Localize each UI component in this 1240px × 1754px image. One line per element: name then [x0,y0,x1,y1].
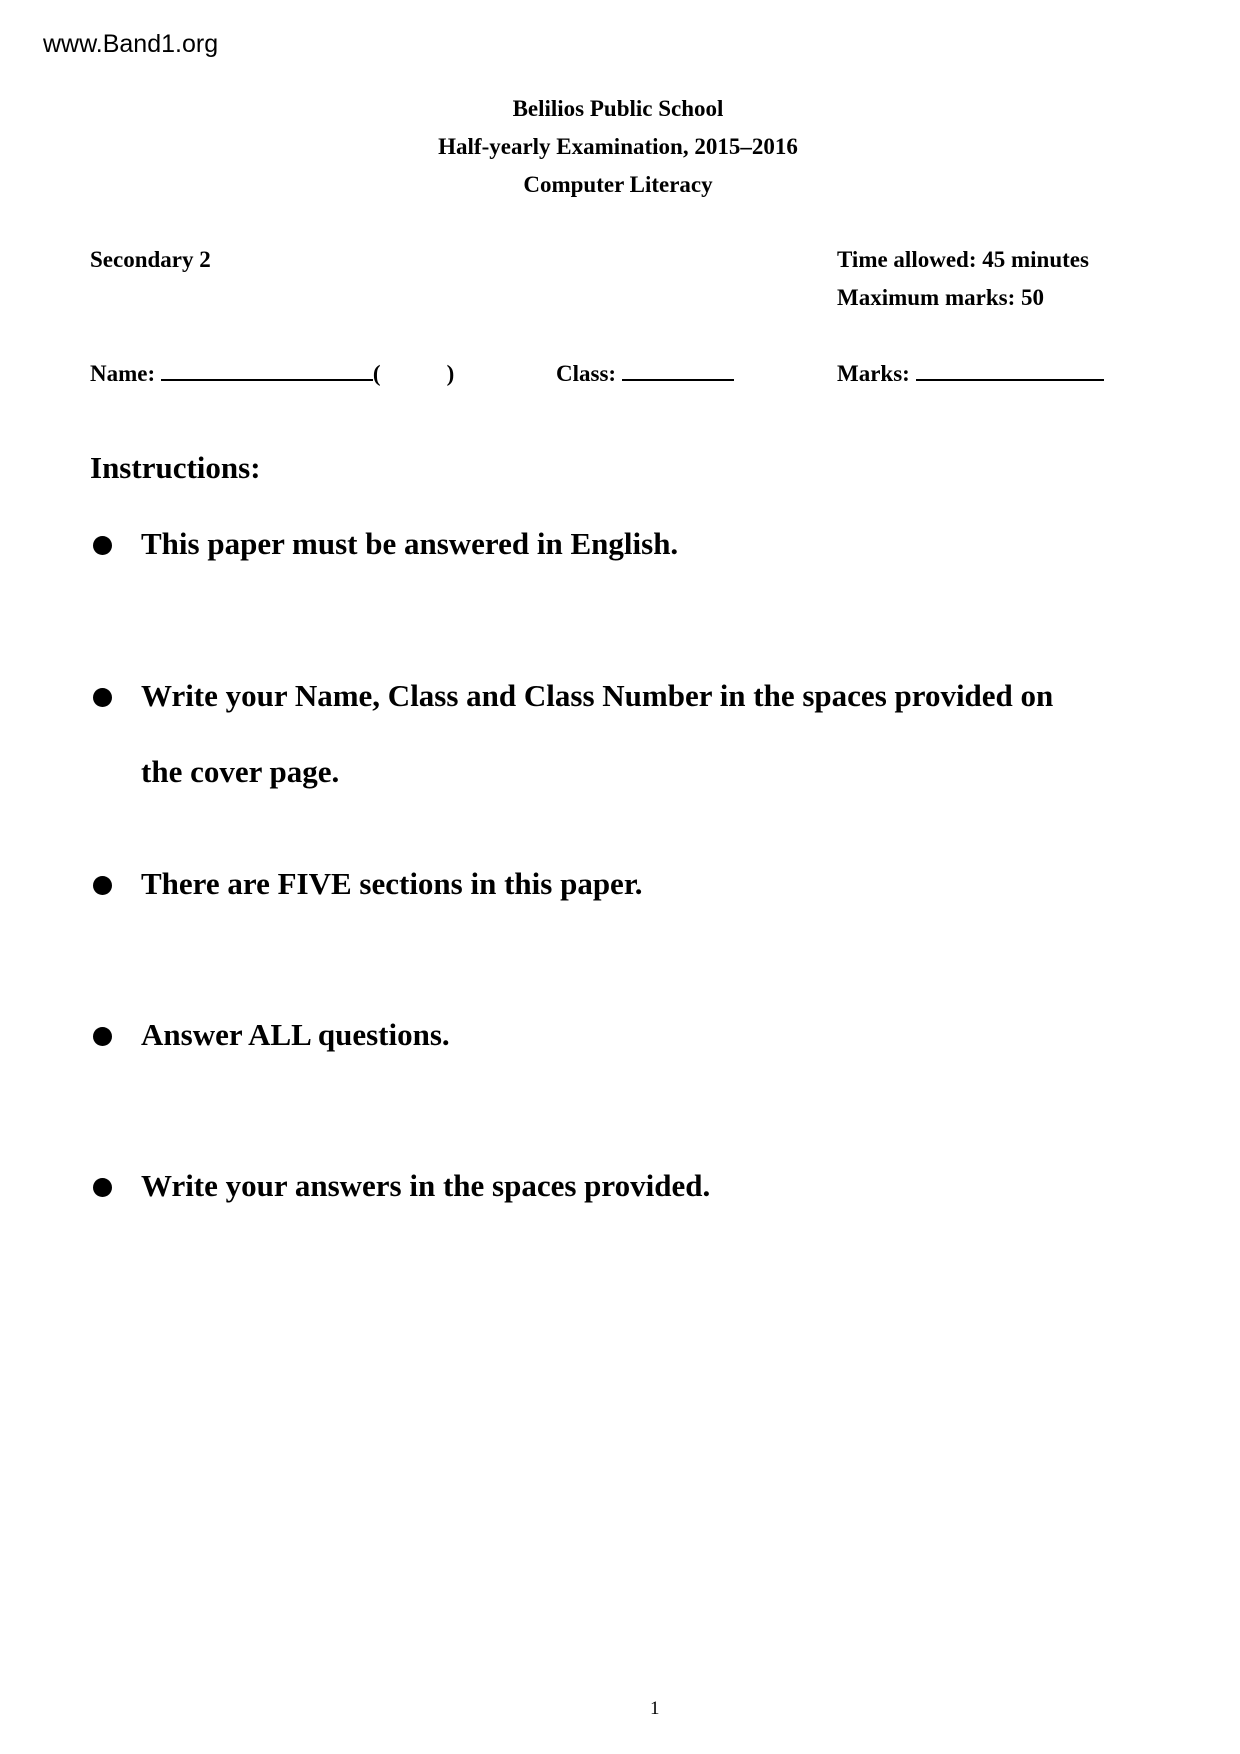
class-number-close: ) [446,361,455,386]
marks-label: Marks: [837,361,910,386]
name-blank [161,361,373,381]
class-label: Class: [556,361,617,386]
watermark: www.Band1.org [43,30,219,58]
class-field [556,361,734,387]
bullet-icon [93,1027,112,1046]
page-number: 1 [650,1698,660,1719]
bullet-icon [93,536,112,555]
name-field [90,361,454,387]
instruction-item-continued: the cover page. [141,754,340,789]
instructions-title: Instructions: [90,450,261,485]
subject-title: Computer Literacy [523,172,713,197]
class-number-open: ( [372,361,381,386]
class-blank [622,361,734,381]
bullet-icon [93,876,112,895]
exam-title: Half-yearly Examination, 2015–2016 [438,134,798,159]
instruction-item: This paper must be answered in English. [141,526,679,561]
bullet-icon [93,688,112,707]
instruction-item: Answer ALL questions. [141,1017,450,1052]
school-name: Belilios Public School [512,96,724,121]
marks-blank [916,361,1104,381]
instruction-item: Write your Name, Class and Class Number in the spaces provided on [141,678,1054,713]
name-label: Name: [90,361,156,386]
instruction-item: There are FIVE sections in this paper. [141,866,643,901]
bullet-icon [93,1178,112,1197]
level-label: Secondary 2 [90,247,211,272]
marks-field [837,361,1104,387]
maximum-marks: Maximum marks: 50 [837,285,1044,310]
instruction-item: Write your answers in the spaces provided. [141,1168,711,1203]
time-allowed: Time allowed: 45 minutes [837,247,1089,272]
